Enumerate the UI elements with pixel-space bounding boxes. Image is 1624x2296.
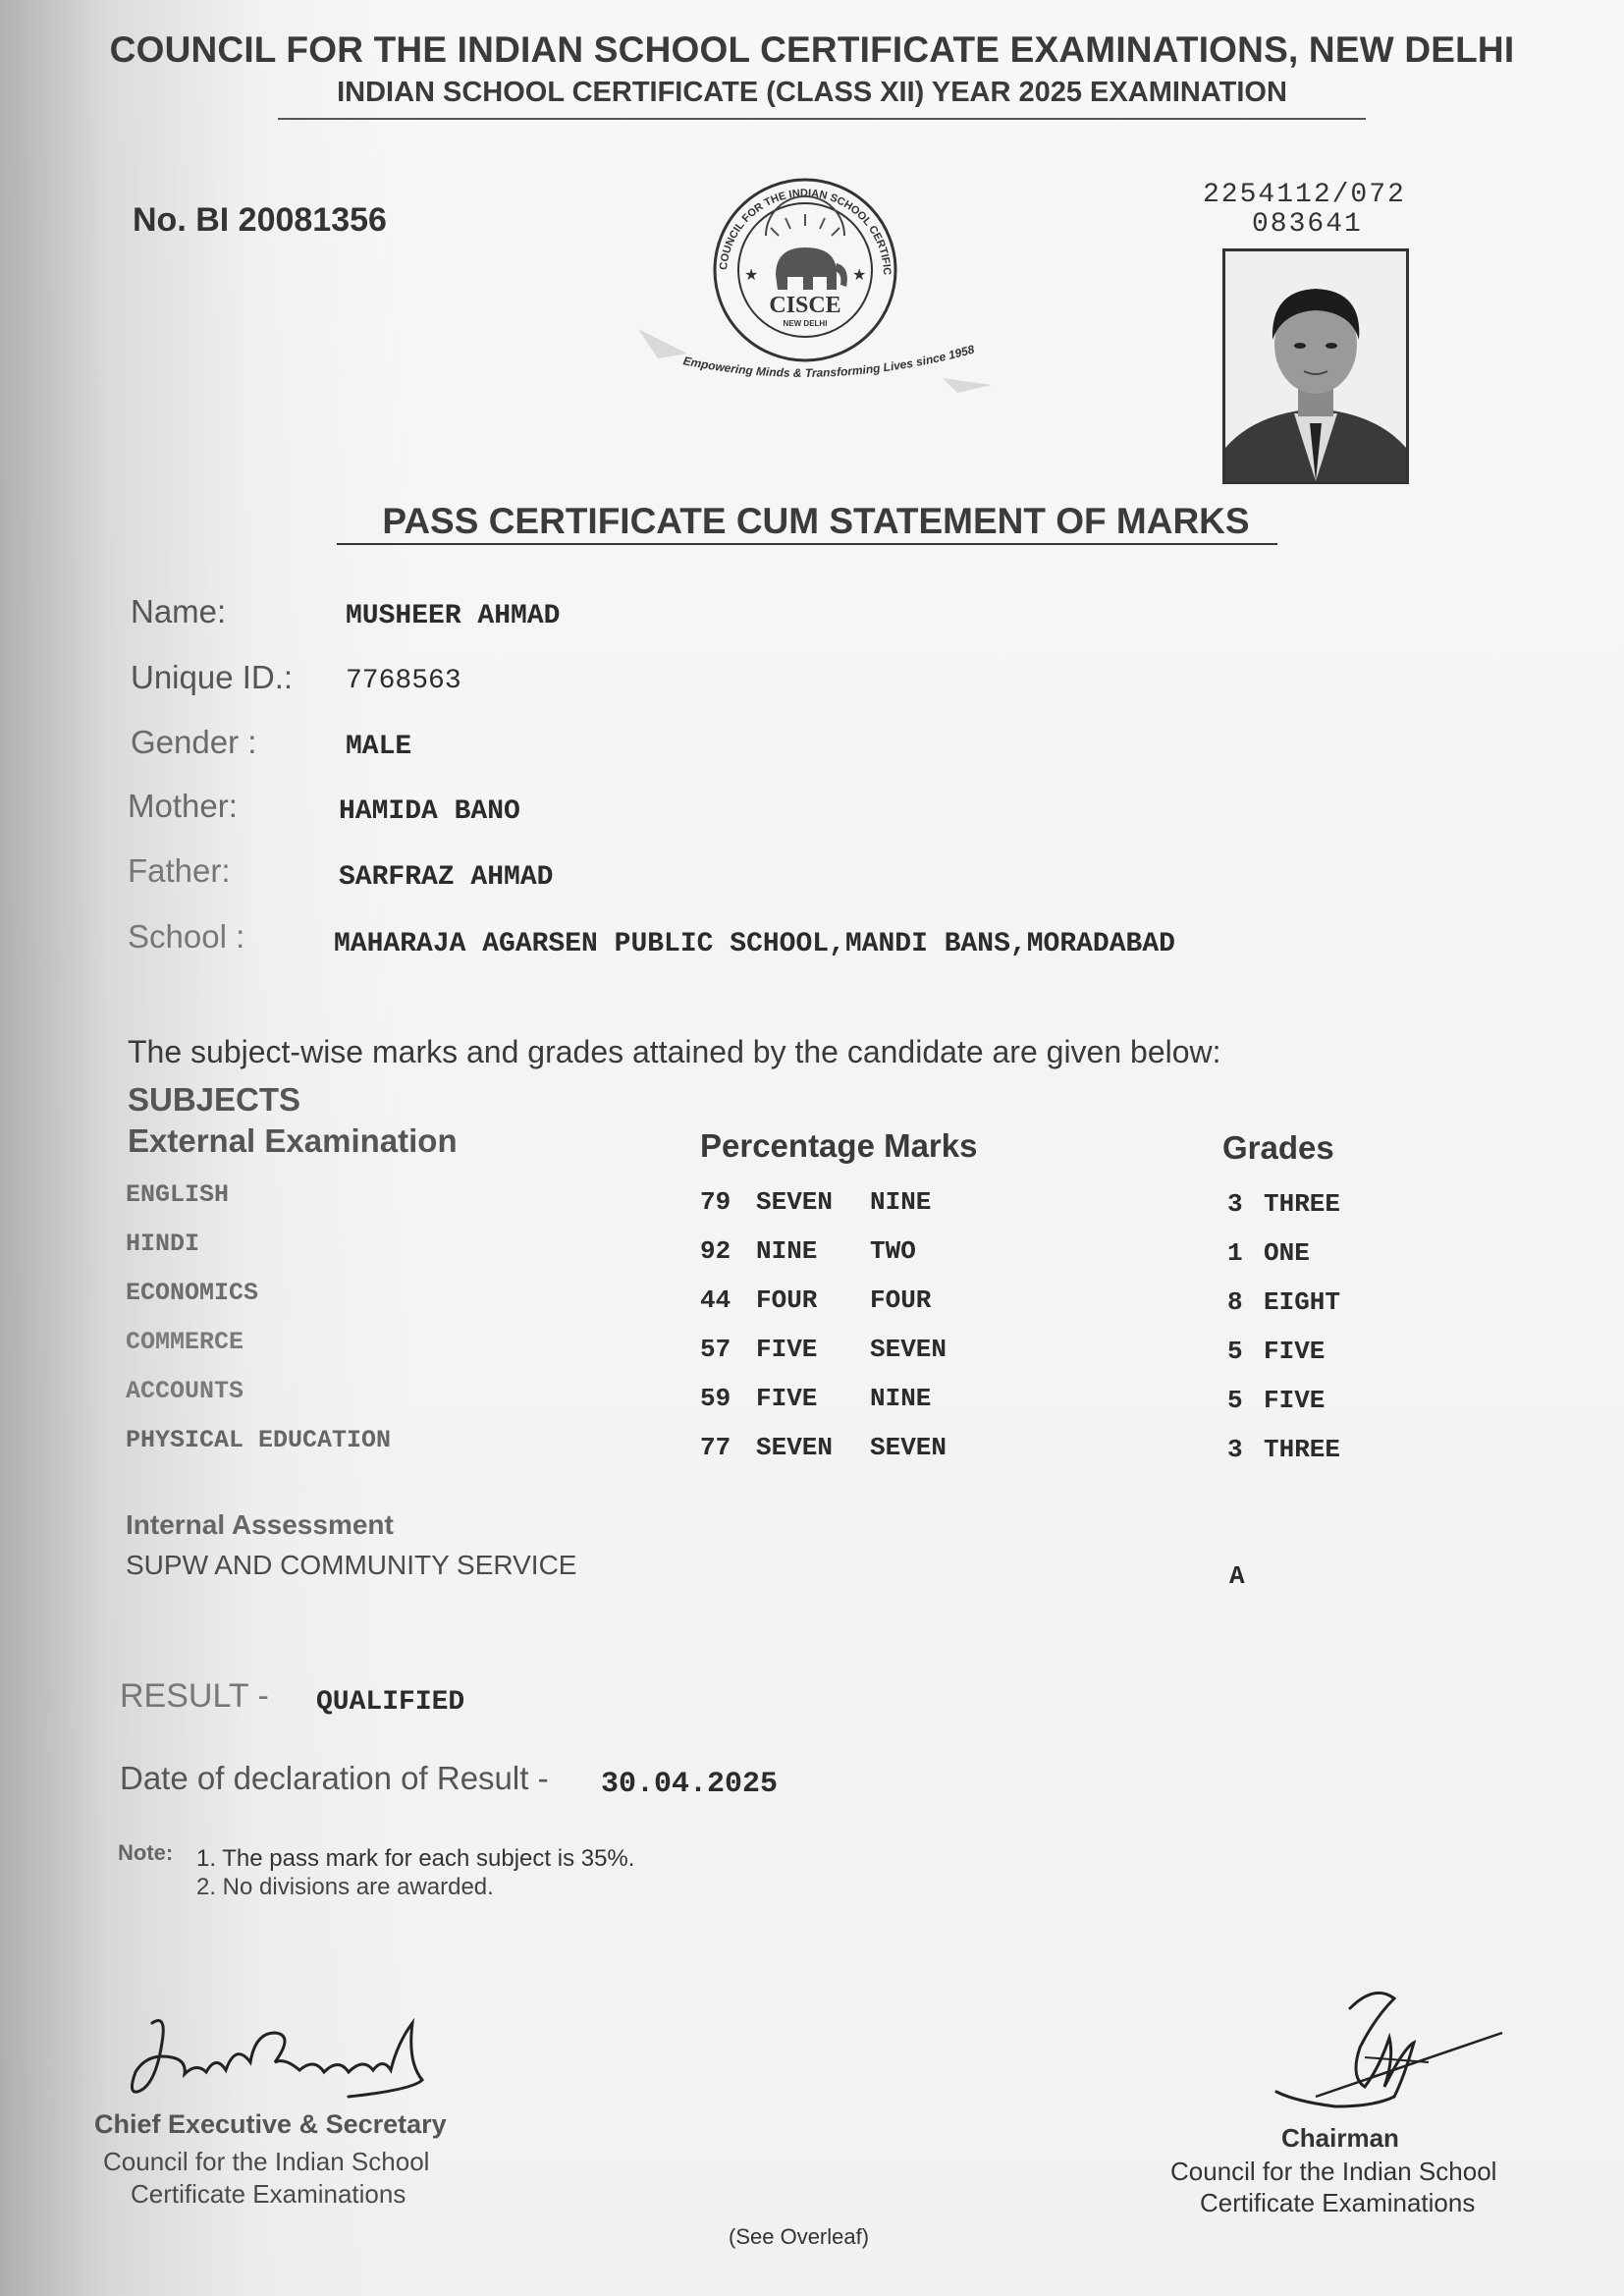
reference-code-2: 083641 [1252, 209, 1363, 240]
note-item: 2. No divisions are awarded. [196, 1874, 494, 1900]
grade-number: 3 [1227, 1435, 1243, 1464]
grades-heading: Grades [1222, 1129, 1334, 1166]
marks-word-2: NINE [870, 1187, 932, 1217]
grade-number: 1 [1227, 1238, 1243, 1268]
chairman-title: Chairman [1281, 2123, 1399, 2153]
subject-name: ACCOUNTS [126, 1377, 244, 1405]
certificate-number: No. BI 20081356 [133, 201, 387, 239]
marks-word-1: NINE [756, 1236, 818, 1266]
grade-word: FIVE [1264, 1386, 1326, 1415]
school-label: School : [128, 918, 245, 955]
candidate-photo [1222, 248, 1409, 484]
chairman-org-line-2: Certificate Examinations [1200, 2188, 1476, 2217]
subject-name: HINDI [126, 1230, 200, 1258]
subject-name: COMMERCE [126, 1328, 244, 1356]
subject-name: ENGLISH [126, 1180, 230, 1209]
header-rule [278, 118, 1366, 120]
chairman-signature [1257, 1979, 1512, 2126]
grade-word: ONE [1264, 1238, 1310, 1268]
chief-executive-title: Chief Executive & Secretary [94, 2109, 447, 2139]
exam-heading: INDIAN SCHOOL CERTIFICATE (CLASS XII) YEAR 2025 EXAMINATION [337, 77, 1287, 108]
cisce-emblem [619, 157, 1001, 412]
note-item: 1. The pass mark for each subject is 35%. [196, 1845, 635, 1872]
emblem-ring-text: COUNCIL FOR THE INDIAN SCHOOL CERTIFIC [718, 187, 893, 276]
marks-number: 79 [700, 1187, 731, 1217]
gender: MALE [346, 732, 412, 762]
marks-word-1: SEVEN [756, 1187, 834, 1217]
svg-text:★: ★ [744, 267, 759, 284]
marks-number: 92 [700, 1236, 731, 1266]
svg-text:★: ★ [852, 267, 867, 284]
title-underline [337, 543, 1277, 545]
declaration-label: Date of declaration of Result - [120, 1760, 549, 1796]
unique-id-label: Unique ID.: [131, 659, 294, 695]
marks-number: 77 [700, 1433, 731, 1462]
marks-word-1: FOUR [756, 1285, 818, 1315]
result-label: RESULT - [120, 1677, 269, 1715]
declaration-date: 30.04.2025 [601, 1768, 779, 1801]
marks-word-1: SEVEN [756, 1433, 834, 1462]
internal-subject: SUPW AND COMMUNITY SERVICE [126, 1550, 577, 1580]
mother-label: Mother: [128, 788, 238, 824]
grade-word: THREE [1264, 1435, 1341, 1464]
subject-name: PHYSICAL EDUCATION [126, 1426, 392, 1454]
result-value: QUALIFIED [316, 1687, 465, 1718]
grade-number: 3 [1227, 1189, 1243, 1219]
chairman-org-line-1: Council for the Indian School [1170, 2157, 1497, 2186]
marks-intro: The subject-wise marks and grades attained by the candidate are given below: [128, 1034, 1221, 1069]
marks-word-2: SEVEN [870, 1335, 947, 1364]
emblem-city: NEW DELHI [783, 319, 828, 328]
marks-word-2: FOUR [870, 1285, 932, 1315]
gender-label: Gender : [131, 724, 257, 760]
marks-number: 57 [700, 1335, 731, 1364]
marks-number: 59 [700, 1384, 731, 1413]
grade-word: FIVE [1264, 1337, 1326, 1366]
note-label: Note: [118, 1840, 174, 1865]
internal-grade: A [1229, 1561, 1245, 1591]
svg-text:COUNCIL FOR THE INDIAN SCHOOL [619, 157, 893, 276]
svg-text:Empowering Minds & Transformin [682, 342, 977, 379]
grade-word: EIGHT [1264, 1287, 1341, 1317]
mother-name: HAMIDA BANO [339, 796, 520, 827]
unique-id: 7768563 [346, 666, 461, 696]
subjects-heading: SUBJECTS [128, 1081, 301, 1118]
emblem-tagline: Empowering Minds & Transforming Lives since 1958 [681, 342, 976, 380]
marks-number: 44 [700, 1285, 731, 1315]
grade-number: 8 [1227, 1287, 1243, 1317]
internal-assessment-heading: Internal Assessment [126, 1509, 394, 1540]
name-label: Name: [131, 593, 227, 629]
certificate-title: PASS CERTIFICATE CUM STATEMENT OF MARKS [382, 501, 1250, 541]
marks-word-2: TWO [870, 1236, 916, 1266]
father-name: SARFRAZ AHMAD [339, 862, 554, 893]
grade-number: 5 [1227, 1386, 1243, 1415]
marks-word-2: NINE [870, 1384, 932, 1413]
subject-name: ECONOMICS [126, 1279, 259, 1307]
grade-word: THREE [1264, 1189, 1341, 1219]
chief-executive-signature [128, 2003, 452, 2111]
emblem-name: CISCE [769, 293, 841, 318]
reference-code-1: 2254112/072 [1203, 180, 1406, 210]
chief-executive-org-line-1: Council for the Indian School [103, 2147, 430, 2176]
grade-number: 5 [1227, 1337, 1243, 1366]
external-exam-heading: External Examination [128, 1122, 458, 1159]
percentage-marks-heading: Percentage Marks [700, 1127, 978, 1164]
see-overleaf: (See Overleaf) [729, 2224, 870, 2249]
candidate-name: MUSHEER AHMAD [346, 601, 561, 631]
father-label: Father: [128, 852, 231, 889]
council-heading: COUNCIL FOR THE INDIAN SCHOOL CERTIFICATE EXAMINATIONS, NEW DELHI [109, 29, 1515, 70]
marks-word-2: SEVEN [870, 1433, 947, 1462]
school-name: MAHARAJA AGARSEN PUBLIC SCHOOL,MANDI BANS,MORADABAD [334, 929, 1175, 959]
chief-executive-org-line-2: Certificate Examinations [131, 2179, 406, 2209]
marks-word-1: FIVE [756, 1384, 818, 1413]
marks-word-1: FIVE [756, 1335, 818, 1364]
